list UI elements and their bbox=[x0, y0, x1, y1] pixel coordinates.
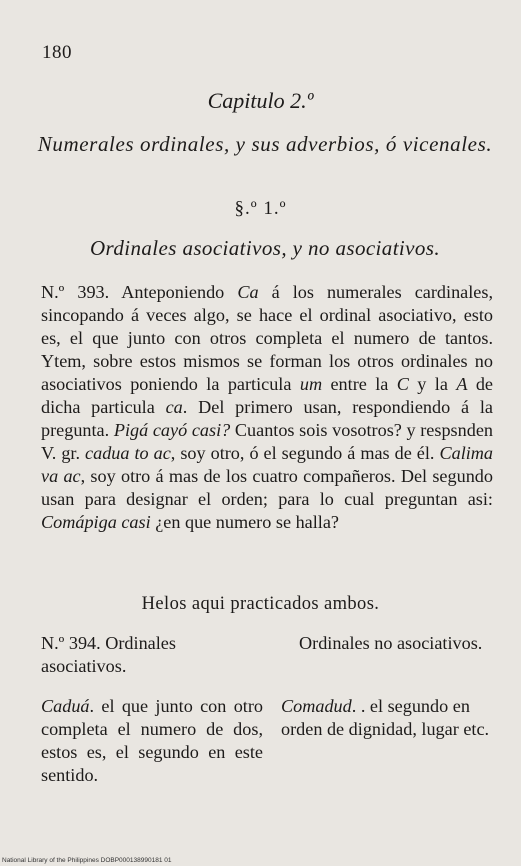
paragraph-run: y la bbox=[408, 374, 457, 394]
paragraph-run: ¿en que numero se halla? bbox=[150, 512, 339, 532]
definition-text-caduá: . el que junto con otro completa el numero de dos, estos es, el segundo en este sentido. bbox=[41, 696, 263, 785]
paragraph-run: Calima va ac bbox=[41, 443, 494, 486]
paragraph-run: de dicha particula bbox=[41, 374, 494, 417]
term-comadud: Comadud bbox=[281, 696, 352, 716]
section-mark: §.º 1.º bbox=[234, 198, 287, 219]
library-footer: National Library of the Philippines DOBP000138990181 01 bbox=[2, 857, 172, 864]
paragraph-run: Ca bbox=[237, 282, 259, 302]
paragraph-run: Comápiga casi bbox=[41, 512, 151, 532]
column-head-associative: N.º 394. Ordinales asociativos. bbox=[41, 633, 176, 676]
definition-caduá bbox=[41, 695, 263, 787]
paragraph-run: C bbox=[396, 374, 409, 394]
paragraph-393 bbox=[41, 281, 493, 534]
paragraph-run: cadua to ac bbox=[85, 443, 171, 463]
paragraph-run: N.º 393. Anteponiendo bbox=[41, 282, 238, 302]
paragraph-run: Cuantos sois vosotros? y respsnden V. gr. bbox=[41, 420, 493, 463]
paragraph-run: ca bbox=[165, 397, 183, 417]
chapter-title: Capitulo 2.º bbox=[207, 88, 314, 113]
page-number: 180 bbox=[42, 42, 72, 63]
chapter-subtitle: Numerales ordinales, y sus adverbios, ó vicenales. bbox=[37, 132, 493, 156]
definition-text-comadud: . . el segundo en orden de dignidad, lugar etc. bbox=[281, 696, 490, 739]
paragraph-run: á los numerales cardinales, sincopando á veces algo, se hace el ordinal asociativo, esto es, el que junto con otros completa el numero de tantos. Ytem, sobre estos mismos se forman los otros ordinales no asociativos poniendo la particula bbox=[41, 282, 493, 394]
examples-heading: Helos aqui practicados ambos. bbox=[141, 594, 380, 614]
section-title: Ordinales asociativos, y no asociativos. bbox=[89, 236, 441, 260]
definition-comadud bbox=[281, 695, 497, 741]
paragraph-run: um bbox=[299, 374, 323, 394]
paragraph-run: entre la bbox=[322, 374, 397, 394]
paragraph-run: , soy otro á mas de los cuatro compañeros. Del segundo usan para designar el orden; para lo cual preguntan asi: bbox=[41, 466, 493, 509]
term-caduá: Caduá bbox=[41, 696, 90, 716]
paragraph-run: Pigá cayó casi? bbox=[113, 420, 231, 440]
column-head-non-associative: Ordinales no asociativos. bbox=[299, 633, 483, 653]
paragraph-run: , soy otro, ó el segundo á mas de él. bbox=[170, 443, 440, 463]
paragraph-run: A bbox=[456, 374, 468, 394]
paragraph-run: . Del primero usan, respondiendo á la pregunta. bbox=[41, 397, 494, 440]
